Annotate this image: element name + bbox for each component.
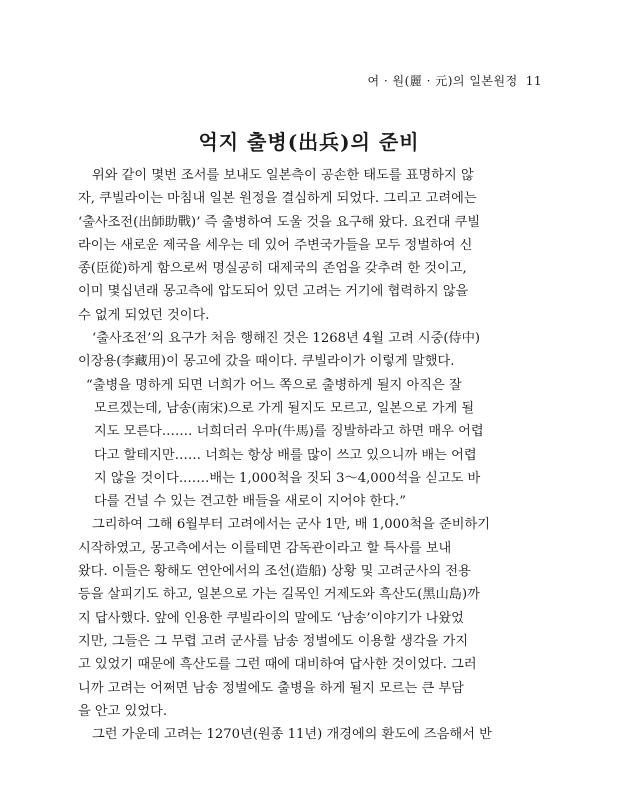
text-line: 다고 할테지만…… 너희는 항상 배를 많이 쓰고 있으니까 배는 어렵 [94, 447, 477, 463]
text-line: “출병을 명하게 되면 너희가 어느 쪽으로 출병하게 될지 아직은 잘 [86, 377, 462, 393]
text-line: 그리하여 그해 6월부터 고려에서는 군사 1만, 배 1,000척을 준비하기 [92, 517, 490, 533]
text-line: ‘출사조전(出師助戰)’ 즉 출병하여 도울 것을 요구해 왔다. 요컨대 쿠빌 [78, 214, 481, 230]
text-line: 고 있었기 때문에 흑산도를 그런 때에 대비하여 답사한 것이었다. 그러 [78, 657, 477, 673]
text-line: 모르겠는데, 남송(南宋)으로 가게 될지도 모르고, 일본으로 가게 될 [94, 400, 475, 416]
text-line: 이미 몇십년래 몽고측에 압도되어 있던 고려는 거기에 협력하지 않을 [78, 284, 469, 300]
text-line: 지 답사했다. 앞에 인용한 쿠빌라이의 말에도 ‘남송’이야기가 나왔었 [78, 610, 464, 626]
text-line: 지만, 그들은 그 무렵 고려 군사를 남송 정벌에도 이용할 생각을 가지 [78, 633, 469, 649]
text-line: 지도 모른다.…… 너희더러 우마(牛馬)를 징발하라고 하면 매우 어렵 [94, 424, 484, 440]
body-text [78, 164, 540, 746]
text-line: 라이는 새로운 제국을 세우는 데 있어 주변국가들을 모두 정벌하여 신 [78, 237, 473, 253]
text-line: 지 않을 것이다.……배는 1,000척을 짓되 3～4,000석을 싣고도 바 [94, 470, 481, 486]
text-line: 니까 고려는 어쩌면 남송 정벌에도 출병을 하게 될지 모르는 큰 부담 [78, 680, 464, 696]
text-line: 등을 살피기도 하고, 일본으로 가는 길목인 거제도와 흑산도(黑山島)까 [78, 587, 480, 603]
running-head-title: 여 · 원(麗 · 元)의 일본원정 [367, 74, 518, 88]
text-line: 다를 건널 수 있는 견고한 배들을 새로이 지어야 한다.” [94, 494, 406, 510]
text-line: ‘출사조전’의 요구가 처음 행해진 것은 1268년 4월 고려 시중(侍中) [92, 331, 481, 347]
text-line: 수 없게 되었던 것이다. [78, 307, 210, 323]
text-line: 시작하였고, 몽고측에서는 이를테면 감독관이라고 할 특사를 보내 [78, 540, 452, 556]
text-line: 위와 같이 몇번 조서를 보내도 일본측이 공손한 태도를 표명하지 않 [92, 168, 474, 183]
chapter-title: 억지 출병(出兵)의 준비 [198, 130, 420, 154]
text-line: 왔다. 이들은 황해도 연안에서의 조선(造船) 상황 및 고려군사의 전용 [78, 564, 471, 580]
text-line: 이장용(李藏用)이 몽고에 갔을 때이다. 쿠빌라이가 이렇게 말했다. [78, 354, 455, 370]
text-line: 을 안고 있었다. [78, 703, 168, 719]
running-head [368, 72, 543, 89]
page-number: 11 [525, 74, 542, 88]
text-line: 그런 가운데 고려는 1270년(원종 11년) 개경에의 환도에 즈음해서 반 [92, 727, 492, 743]
text-line: 자, 쿠빌라이는 마침내 일본 원정을 결심하게 되었다. 그리고 고려에는 [78, 191, 477, 207]
text-line: 종(臣從)하게 함으로써 명실공히 대제국의 존엄을 갖추려 한 것이고, [78, 261, 467, 277]
